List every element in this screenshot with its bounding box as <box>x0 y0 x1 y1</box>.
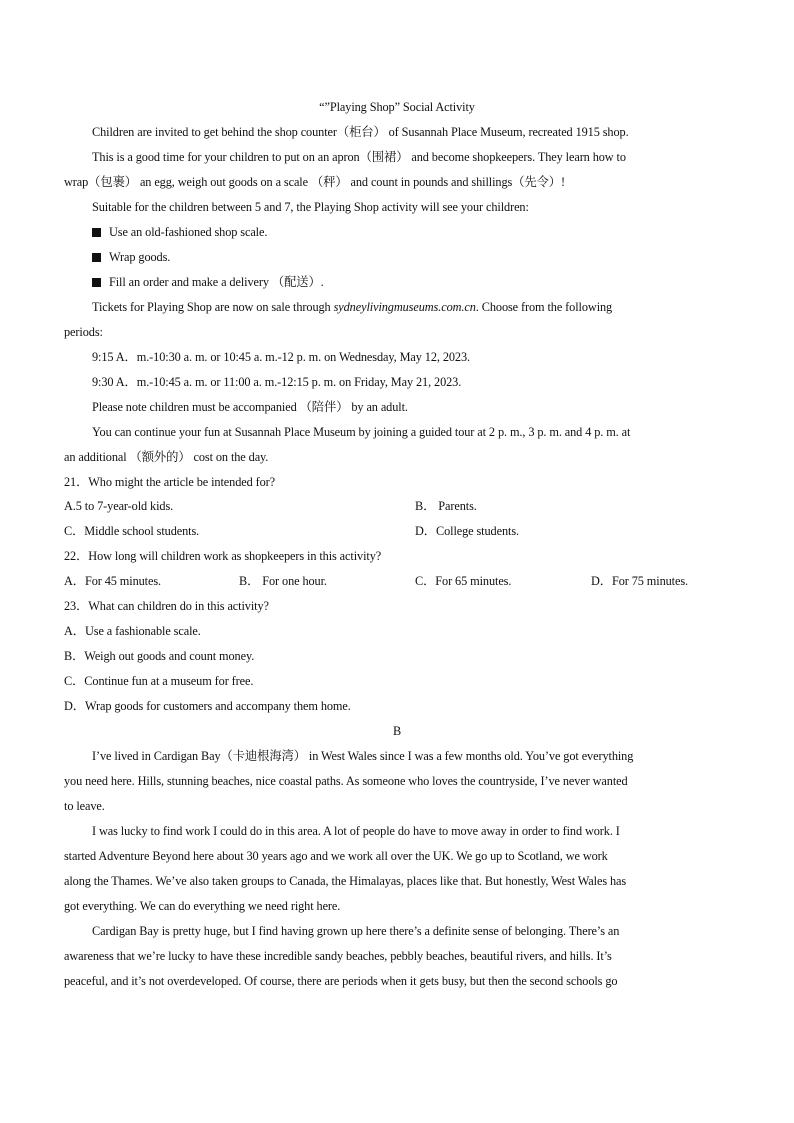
option-22-b: B． For one hour. <box>239 574 327 588</box>
period-wednesday: 9:15 A．m.-10:30 a. m. or 10:45 a. m.-12 p. m. on Wednesday, May 12, 2023. <box>92 350 470 364</box>
option-23-b: B．Weigh out goods and count money. <box>64 649 255 663</box>
paragraph-apron-line1: This is a good time for your children to put on an apron（围裙） and become shopkeepers. They learn how to <box>92 150 626 164</box>
question-23: 23．What can children do in this activity? <box>64 599 269 613</box>
paragraph-b1-line3: to leave. <box>64 799 105 813</box>
ticket-website: sydneylivingmuseums.com.cn <box>333 300 476 314</box>
period-friday: 9:30 A．m.-10:45 a. m. or 11:00 a. m.-12:15 p. m. on Friday, May 21, 2023. <box>92 375 462 389</box>
paragraph-b3-line3: peaceful, and it’s not overdeveloped. Of course, there are periods when it gets busy, but then the second schools go <box>64 974 618 988</box>
section-b-heading: B <box>392 724 402 738</box>
paragraph-intro: Children are invited to get behind the shop counter（柜台） of Susannah Place Museum, recreated 1915 shop. <box>92 125 629 139</box>
bullet-item: Wrap goods. <box>92 249 170 265</box>
paragraph-apron-line2: wrap（包裹） an egg, weigh out goods on a scale （秤） and count in pounds and shillings（先令）! <box>64 175 565 189</box>
paragraph-tour-line1: You can continue your fun at Susannah Place Museum by joining a guided tour at 2 p. m., 3 p. m. and 4 p. m. at <box>92 425 631 439</box>
bullet-item: Fill an order and make a delivery （配送）. <box>92 274 324 290</box>
paragraph-b2-line4: got everything. We can do everything we need right here. <box>64 899 341 913</box>
option-21-b: B． Parents. <box>415 499 477 513</box>
question-22: 22．How long will children work as shopkeepers in this activity? <box>64 549 382 563</box>
square-bullet-icon <box>92 278 101 287</box>
paragraph-suitable: Suitable for the children between 5 and 7, the Playing Shop activity will see your children: <box>92 200 529 214</box>
question-21: 21．Who might the article be intended for? <box>64 475 276 489</box>
paragraph-b3-line2: awareness that we’re lucky to have these incredible sandy beaches, pebbly beaches, beautiful rivers, and hills. It’s <box>64 949 612 963</box>
option-23-c: C．Continue fun at a museum for free. <box>64 674 254 688</box>
paragraph-tickets-line1: Tickets for Playing Shop are now on sale through sydneylivingmuseums.com.cn. Choose from the following <box>92 300 613 314</box>
paragraph-note: Please note children must be accompanied （陪伴） by an adult. <box>92 400 408 414</box>
option-23-d: D．Wrap goods for customers and accompany them home. <box>64 699 351 713</box>
option-22-c: C．For 65 minutes. <box>415 574 512 588</box>
option-21-d: D．College students. <box>415 524 519 538</box>
paragraph-b1-line1: I’ve lived in Cardigan Bay（卡迪根海湾） in West Wales since I was a few months old. You’ve got everything <box>92 749 634 763</box>
bullet-item: Use an old-fashioned shop scale. <box>92 224 267 240</box>
paragraph-b1-line2: you need here. Hills, stunning beaches, nice coastal paths. As someone who loves the countryside, I’ve never wanted <box>64 774 628 788</box>
paragraph-tour-line2: an additional （额外的） cost on the day. <box>64 450 269 464</box>
paragraph-b2-line1: I was lucky to find work I could do in this area. A lot of people do have to move away in order to find work. I <box>92 824 620 838</box>
option-21-a: A.5 to 7-year-old kids. <box>64 499 174 513</box>
article-a-title: “”Playing Shop” Social Activity <box>319 100 475 114</box>
paragraph-b3-line1: Cardigan Bay is pretty huge, but I find having grown up here there’s a definite sense of belonging. There’s an <box>92 924 620 938</box>
square-bullet-icon <box>92 253 101 262</box>
paragraph-tickets-line2: periods: <box>64 325 103 339</box>
option-21-c: C．Middle school students. <box>64 524 200 538</box>
option-23-a: A．Use a fashionable scale. <box>64 624 201 638</box>
option-22-d: D．For 75 minutes. <box>591 574 689 588</box>
option-22-a: A．For 45 minutes. <box>64 574 162 588</box>
square-bullet-icon <box>92 228 101 237</box>
paragraph-b2-line3: along the Thames. We’ve also taken groups to Canada, the Himalayas, places like that. But honestly, West Wales has <box>64 874 627 888</box>
paragraph-b2-line2: started Adventure Beyond here about 30 years ago and we work all over the UK. We go up to Scotland, we work <box>64 849 608 863</box>
